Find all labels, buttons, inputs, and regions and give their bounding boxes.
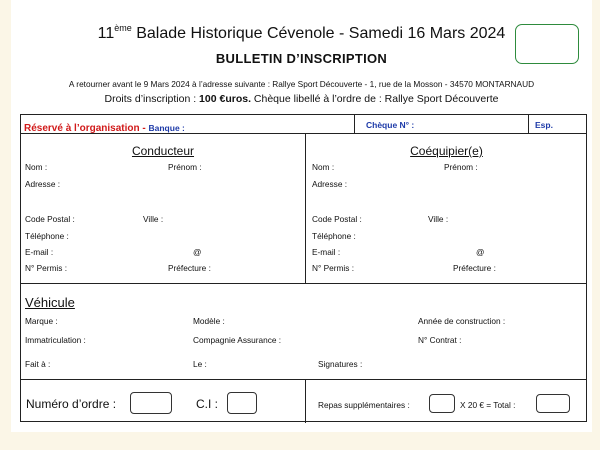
footer-col-divider: [305, 379, 306, 423]
vehicle-marque-field[interactable]: Marque :: [25, 316, 58, 326]
order-number-input[interactable]: [130, 392, 172, 414]
ci-label: C.I :: [196, 397, 219, 411]
form-subtitle: BULLETIN D’INSCRIPTION: [215, 51, 388, 66]
driver-email-field[interactable]: E-mail :: [25, 247, 54, 257]
vehicle-immatriculation-field[interactable]: Immatriculation :: [25, 335, 86, 345]
codriver-heading: Coéquipier(e): [410, 144, 483, 158]
date-le-field[interactable]: Le :: [193, 359, 207, 369]
signatures-field[interactable]: Signatures :: [318, 359, 363, 369]
driver-prenom-field[interactable]: Prénom :: [168, 162, 202, 172]
driver-adresse-field[interactable]: Adresse :: [25, 179, 61, 189]
codriver-adresse-field[interactable]: Adresse :: [312, 179, 348, 189]
codriver-ville-field[interactable]: Ville :: [428, 214, 449, 224]
driver-email-at: @: [193, 247, 202, 257]
driver-ville-field[interactable]: Ville :: [143, 214, 164, 224]
driver-permis-field[interactable]: N° Permis :: [25, 263, 68, 273]
fait-a-field[interactable]: Fait à :: [25, 359, 51, 369]
codriver-prenom-field[interactable]: Prénom :: [444, 162, 478, 172]
codriver-code-postal-field[interactable]: Code Postal :: [312, 214, 362, 224]
org-col-divider-2: [528, 115, 529, 133]
codriver-nom-field[interactable]: Nom :: [312, 162, 335, 172]
codriver-email-at: @: [476, 247, 485, 257]
vehicle-assurance-field[interactable]: Compagnie Assurance :: [193, 335, 282, 345]
registration-form-page: [11, 0, 592, 432]
driver-prefecture-field[interactable]: Préfecture :: [168, 263, 211, 273]
fee-line: Droits d’inscription : 100 €uros. Chèque libellé à l’ordre de : Rallye Sport Découverte: [104, 93, 499, 105]
org-cash-label: Esp.: [535, 120, 553, 130]
org-col-divider-1: [354, 115, 355, 133]
return-instructions: A retourner avant le 9 Mars 2024 à l’adresse suivante : Rallye Sport Découverte - 1, rue de la Mosson - 34570 MONTARNAUD: [68, 79, 535, 89]
registration-form: [20, 114, 587, 422]
org-check-label: Chèque N° :: [366, 120, 415, 130]
persons-divider: [21, 283, 586, 284]
fee-amount: 100 €uros.: [199, 93, 251, 105]
codriver-prefecture-field[interactable]: Préfecture :: [453, 263, 496, 273]
page-title: 11ème Balade Historique Cévenole - Samedi 16 Mars 2024: [97, 23, 506, 42]
driver-heading: Conducteur: [131, 144, 195, 158]
vehicle-heading: Véhicule: [25, 295, 75, 310]
order-number-label: Numéro d’ordre :: [26, 397, 117, 411]
driver-nom-field[interactable]: Nom :: [25, 162, 48, 172]
driver-code-postal-field[interactable]: Code Postal :: [25, 214, 75, 224]
codriver-permis-field[interactable]: N° Permis :: [312, 263, 355, 273]
corner-stamp-box: [515, 24, 579, 64]
ci-input[interactable]: [227, 392, 257, 414]
vehicle-contrat-field[interactable]: N° Contrat :: [418, 335, 462, 345]
meals-calc-label: X 20 € = Total :: [460, 400, 516, 410]
driver-telephone-field[interactable]: Téléphone :: [25, 231, 69, 241]
meals-count-input[interactable]: [429, 394, 455, 413]
meals-total-input[interactable]: [536, 394, 570, 413]
codriver-telephone-field[interactable]: Téléphone :: [312, 231, 356, 241]
vehicle-modele-field[interactable]: Modèle :: [193, 316, 225, 326]
org-reserved: Réservé à l’organisation - Banque :: [24, 123, 185, 134]
meals-label: Repas supplémentaires :: [318, 400, 410, 410]
vehicle-divider: [21, 379, 586, 380]
vehicle-annee-field[interactable]: Année de construction :: [418, 316, 506, 326]
codriver-email-field[interactable]: E-mail :: [312, 247, 341, 257]
